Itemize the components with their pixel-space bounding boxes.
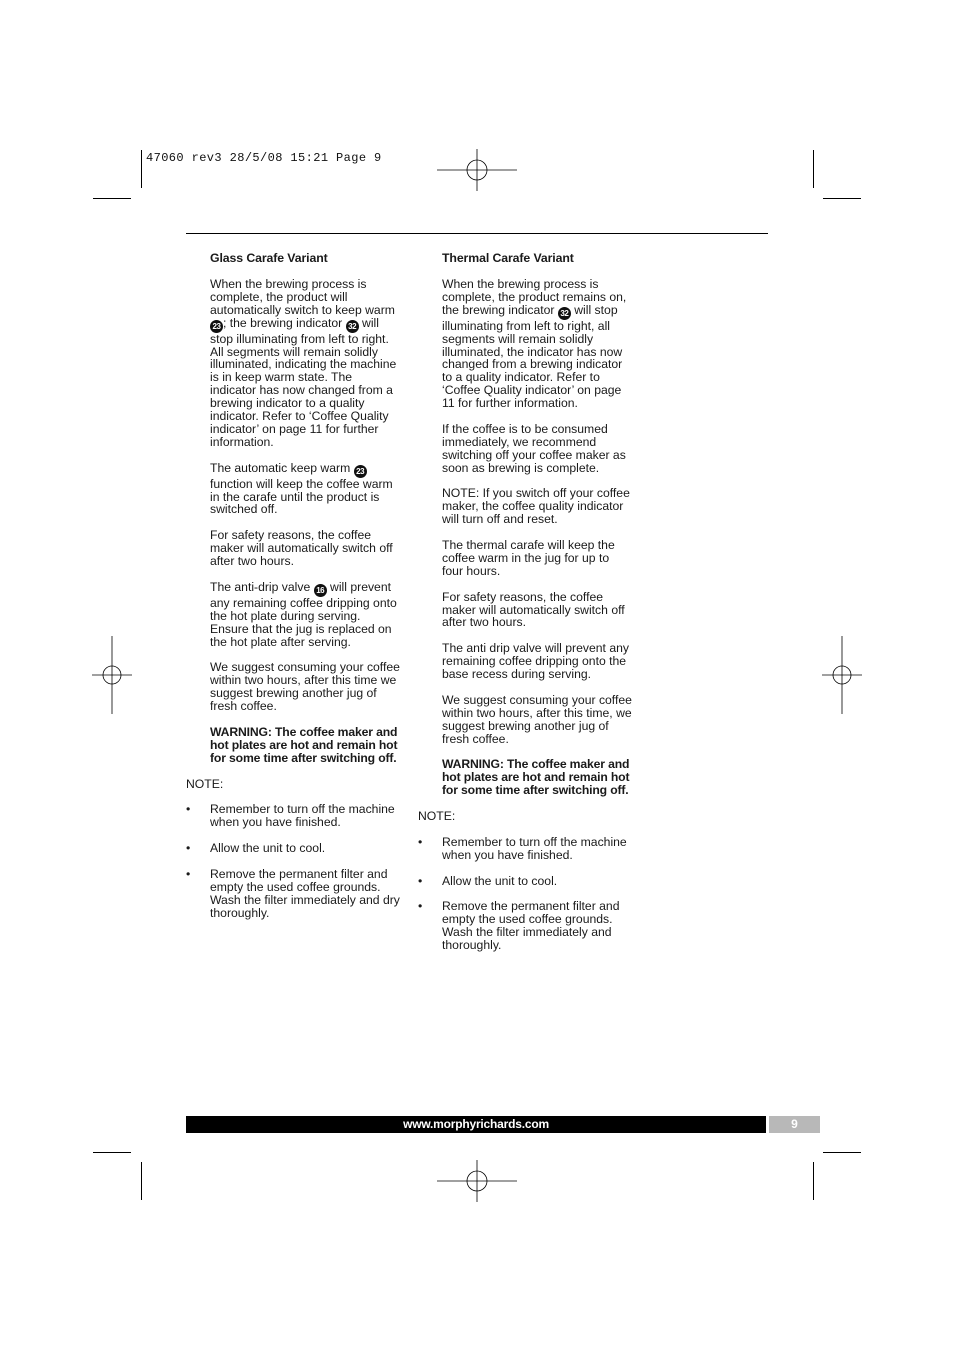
paragraph: NOTE: If you switch off your coffee maker, the coffee quality indicator will turn off and reset. bbox=[442, 486, 630, 527]
header-rule bbox=[186, 233, 768, 234]
registration-mark-icon bbox=[92, 636, 132, 714]
crop-mark bbox=[813, 1162, 814, 1200]
bullet: • bbox=[186, 802, 191, 817]
paragraph: The thermal carafe will keep the coffee warm in the jug for up to four hours. bbox=[442, 538, 615, 578]
paragraph: The anti drip valve will prevent any remaining coffee dripping onto the base recess during serving. bbox=[442, 641, 629, 682]
bullet: • bbox=[418, 834, 423, 849]
paragraph: For safety reasons, the coffee maker will automatically switch off after two hours. bbox=[210, 528, 393, 569]
note-label: NOTE: bbox=[186, 776, 224, 791]
ref-number-icon: 23 bbox=[354, 465, 367, 478]
ref-number-icon: 23 bbox=[210, 320, 223, 333]
crop-mark bbox=[823, 198, 861, 199]
bullet: • bbox=[186, 841, 191, 856]
paragraph: We suggest consuming your coffee within two hours, after this time we suggest brewing another jug of fresh coffee. bbox=[210, 660, 400, 714]
crop-mark bbox=[141, 150, 142, 188]
note-list bbox=[186, 803, 400, 919]
page-number: 9 bbox=[769, 1116, 820, 1133]
crop-mark bbox=[93, 198, 131, 199]
list-item: • Remember to turn off the machine when you have finished. bbox=[418, 834, 627, 862]
list-item: • Remove the permanent filter and empty the used coffee grounds. Wash the filter immediately and dry thoroughly. bbox=[186, 866, 400, 920]
crop-mark bbox=[823, 1152, 861, 1153]
paragraph: The automatic keep warm 23 function will keep the coffee warm in the carafe until the product is switched off. bbox=[210, 460, 393, 517]
list-item: • Allow the unit to cool. bbox=[418, 873, 558, 888]
note-list bbox=[418, 836, 632, 952]
paragraph: When the brewing process is complete, the product will automatically switch to keep warm 23 ; the brewing indicator 32 will stop illuminating from left to right. All segments will remain solidly illuminated, indicating the machine is in keep warm state. The indicator has now changed from a brewing indicator to a quality indicator. Refer to ‘Coffee Quality indicator’ on page 11 for further information. bbox=[210, 276, 397, 449]
thermal-carafe-column bbox=[418, 252, 632, 952]
registration-mark-icon bbox=[437, 1160, 517, 1202]
ref-number-icon: 32 bbox=[558, 307, 571, 320]
paragraph: We suggest consuming your coffee within two hours, after this time, we suggest brewing another jug of fresh coffee. bbox=[442, 692, 632, 746]
bullet: • bbox=[186, 866, 191, 881]
note-label: NOTE: bbox=[418, 809, 456, 824]
section-heading: Thermal Carafe Variant bbox=[442, 251, 574, 265]
paragraph: For safety reasons, the coffee maker will automatically switch off after two hours. bbox=[442, 589, 625, 630]
warning-text: WARNING: The coffee maker and hot plates are hot and remain hot for some time after switching off. bbox=[210, 724, 398, 765]
footer-url-link[interactable]: www.morphyrichards.com bbox=[186, 1116, 766, 1133]
crop-mark bbox=[141, 1162, 142, 1200]
paragraph: When the brewing process is complete, the product remains on, the brewing indicator 32 will stop illuminating from left to right, all segments will remain solidly illuminated, the indicator has now changed from a brewing indicator to a quality indicator. Refer to ‘Coffee Quality indicator’ on page 11 for further information. bbox=[442, 276, 627, 411]
section-heading: Glass Carafe Variant bbox=[210, 251, 328, 265]
list-item: • Remove the permanent filter and empty the used coffee grounds. Wash the filter immediately and thoroughly. bbox=[418, 899, 620, 953]
paragraph: The anti-drip valve 16 will prevent any remaining coffee dripping onto the hot plate during serving. Ensure that the jug is replaced on the hot plate after serving. bbox=[210, 579, 397, 649]
list-item: • Remember to turn off the machine when you have finished. bbox=[186, 802, 395, 830]
paragraph: If the coffee is to be consumed immediately, we recommend switching off your coffee maker as soon as brewing is complete. bbox=[442, 421, 626, 475]
ref-number-icon: 16 bbox=[314, 584, 327, 597]
print-slug: 47060 rev3 28/5/08 15:21 Page 9 bbox=[146, 151, 382, 165]
registration-mark-icon bbox=[437, 149, 517, 191]
glass-carafe-column bbox=[186, 252, 400, 919]
ref-number-icon: 32 bbox=[346, 320, 359, 333]
bullet: • bbox=[418, 899, 423, 914]
crop-mark bbox=[93, 1152, 131, 1153]
registration-mark-icon bbox=[822, 636, 862, 714]
list-item: • Allow the unit to cool. bbox=[186, 841, 326, 856]
crop-mark bbox=[813, 150, 814, 188]
warning-text: WARNING: The coffee maker and hot plates are hot and remain hot for some time after switching off. bbox=[442, 757, 630, 798]
bullet: • bbox=[418, 873, 423, 888]
